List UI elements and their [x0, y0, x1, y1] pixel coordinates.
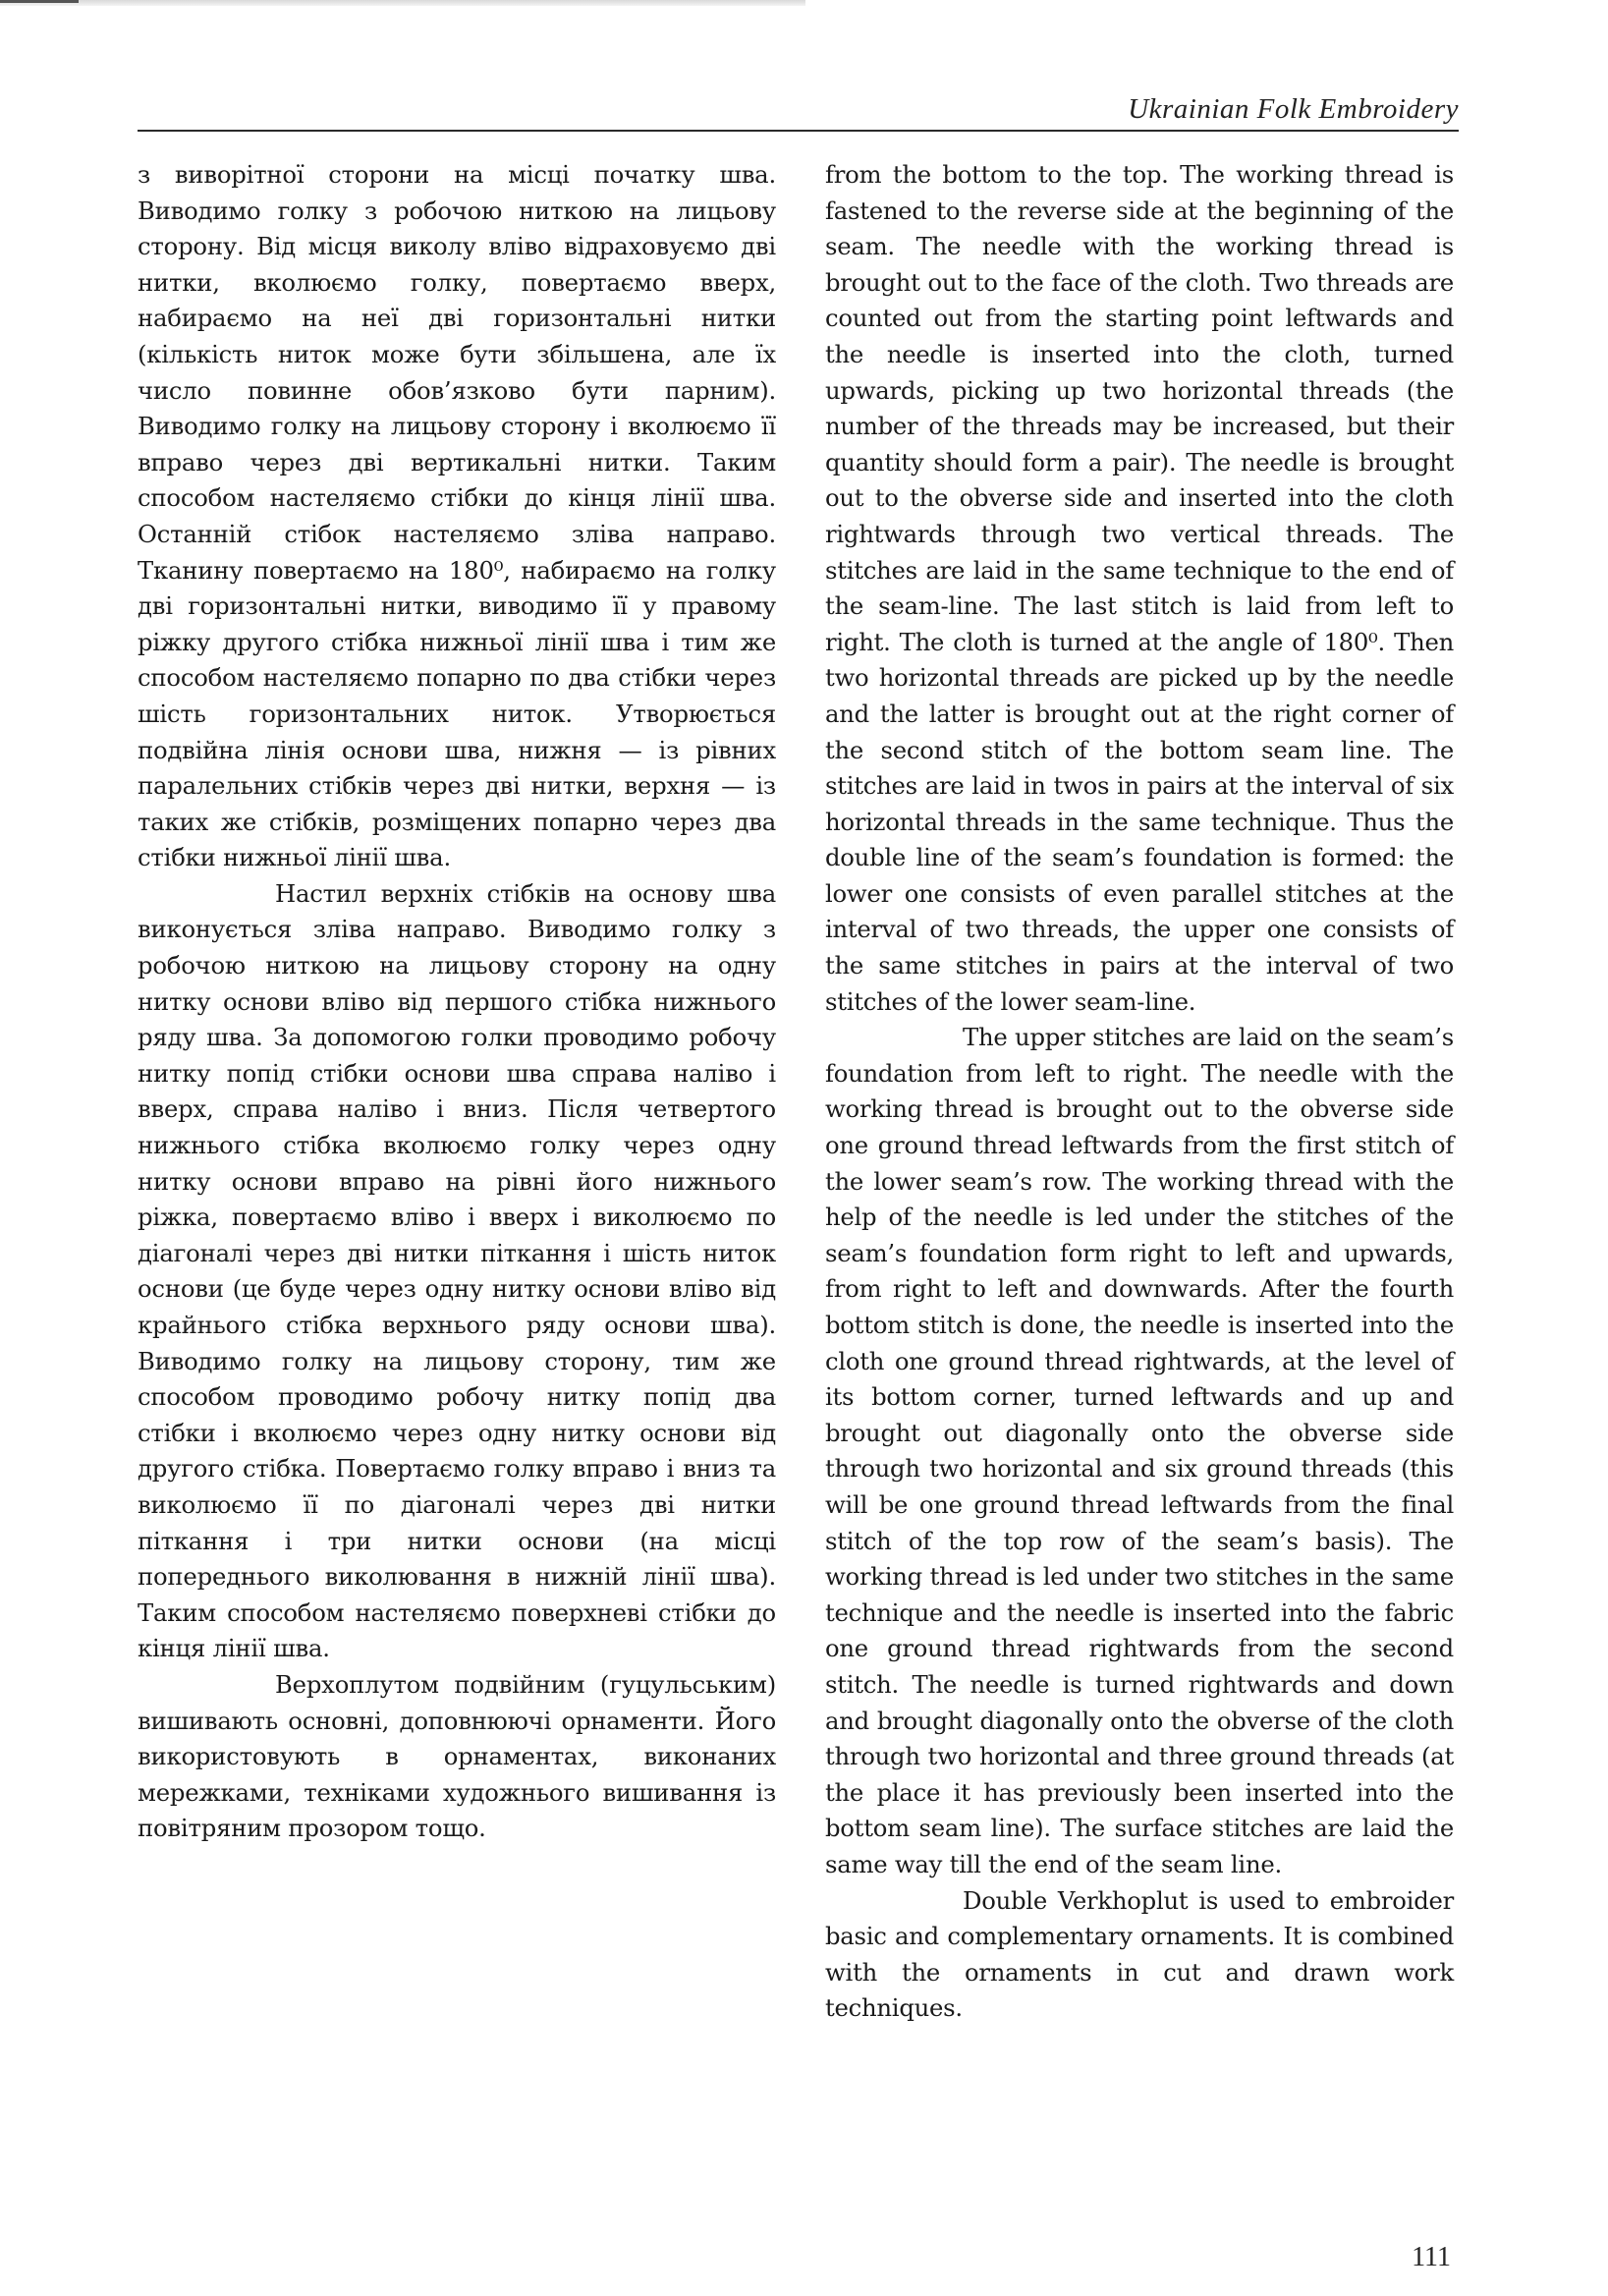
scan-edge-mark	[0, 0, 79, 3]
paragraph: The upper stitches are laid on the seam’s foundation from left to right. The needle with the working thread is brought out to the obverse side one ground thread leftwards from the first stitch of the lower seam’s row. The working thread with the help of the needle is led under the stitches of the seam’s foundation form right to left and upwards, from right to left and downwards. After the fourth bottom stitch is done, the needle is inserted into the cloth one ground thread rightwards, at the level of its bottom corner, turned leftwards and up and brought out diagonally onto the obverse side through two horizontal and six ground threads (this will be one ground thread leftwards from the final stitch of the top row of the seam’s basis). The working thread is led under two stitches in the same technique and the needle is inserted into the fabric one ground thread rightwards from the second stitch. The needle is turned rightwards and down and brought diagonally onto the obverse of the cloth through two horizontal and three ground threads (at the place it has previously been inserted into the bottom seam line). The surface stitches are laid the same way till the end of the seam line.	[825, 1023, 1454, 1878]
running-title: Ukrainian Folk Embroidery	[1128, 93, 1459, 125]
scan-edge	[0, 0, 805, 6]
paragraph: Верхоплутом подвійним (гуцульським) вишивають основні, доповнюючі орнаменти. Його використовують в орнаментах, виконаних мережками, техніками художнього вишивання із повітряним прозором тощо.	[138, 1669, 776, 1843]
paragraph: Настил верхніх стібків на основу шва виконується зліва направо. Виводимо голку з робочою ниткою на лицьову сторону на одну нитку основи вліво від першого стібка нижнього ряду шва. За допомогою голки проводимо робочу нитку попід стібки основи шва справа наліво і вверх, справа наліво і вниз. Після четвертого нижнього стібка вколюємо голку через одну нитку основи вправо на рівні його нижнього ріжка, повертаємо вліво і вверх і виколюємо по діагоналі через дві нитки піткання і шість ниток основи (це буде через одну нитку основи вліво від крайнього стібка верхнього ряду основи шва). Виводимо голку на лицьову сторону, тим же способом проводимо робочу нитку попід два стібки і вколюємо через одну нитку основи від другого стібка. Повертаємо голку вправо і вниз та виколюємо її по діагоналі через дві нитки піткання і три нитки основи (на місці попереднього виколювання в нижній лінії шва). Таким способом настеляємо поверхневі стібки до кінця лінії шва.	[138, 878, 776, 1663]
left-column	[138, 157, 776, 1847]
page-number: 111	[1412, 2242, 1451, 2272]
running-header	[138, 90, 1459, 132]
paragraph: from the bottom to the top. The working thread is fastened to the reverse side at the beginning of the seam. The needle with the working thread is brought out to the face of the cloth. Two threads are counted out from the starting point leftwards and the needle is inserted into the cloth, turned upwards, picking up two horizontal threads (the number of the threads may be increased, but their quantity should form a pair). The needle is brought out to the obverse side and inserted into the cloth rightwards through two vertical threads. The stitches are laid in the same technique to the end of the seam-line. The last stitch is laid from left to right. The cloth is turned at the angle of 180⁰. Then two horizontal threads are picked up by the needle and the latter is brought out at the right corner of the second stitch of the bottom seam line. The stitches are laid in twos in pairs at the interval of six horizontal threads in the same technique. Thus the double line of the seam’s foundation is formed: the lower one consists of even parallel stitches at the interval of two threads, the upper one consists of the same stitches in pairs at the interval of two stitches of the lower seam-line.	[825, 160, 1454, 1016]
paragraph: з виворітної сторони на місці початку шва. Виводимо голку з робочою ниткою на лицьову сторону. Від місця виколу вліво відраховуємо дві нитки, вколюємо голку, повертаємо вверх, набираємо на неї дві горизонтальні нитки (кількість ниток може бути збільшена, але їх число повинне обов’язково бути парним). Виводимо голку на лицьову сторону і вколюємо її вправо через дві вертикальні нитки. Таким способом настеляємо стібки до кінця лінії шва. Останній стібок настеляємо зліва направо. Тканину повертаємо на 180⁰, набираємо на голку дві горизонтальні нитки, виводимо її у правому ріжку другого стібка нижньої лінії шва і тим же способом настеляємо попарно по два стібки через шість горизонтальних ниток. Утворюється подвійна лінія основи шва, нижня — із рівних паралельних стібків через дві нитки, верхня — із таких же стібків, розміщених попарно через два стібки нижньої лінії шва.	[138, 160, 776, 872]
right-column	[825, 157, 1454, 2027]
paragraph: Double Verkhoplut is used to embroider basic and complementary ornaments. It is combined with the ornaments in cut and drawn work techniques.	[825, 1885, 1454, 2023]
